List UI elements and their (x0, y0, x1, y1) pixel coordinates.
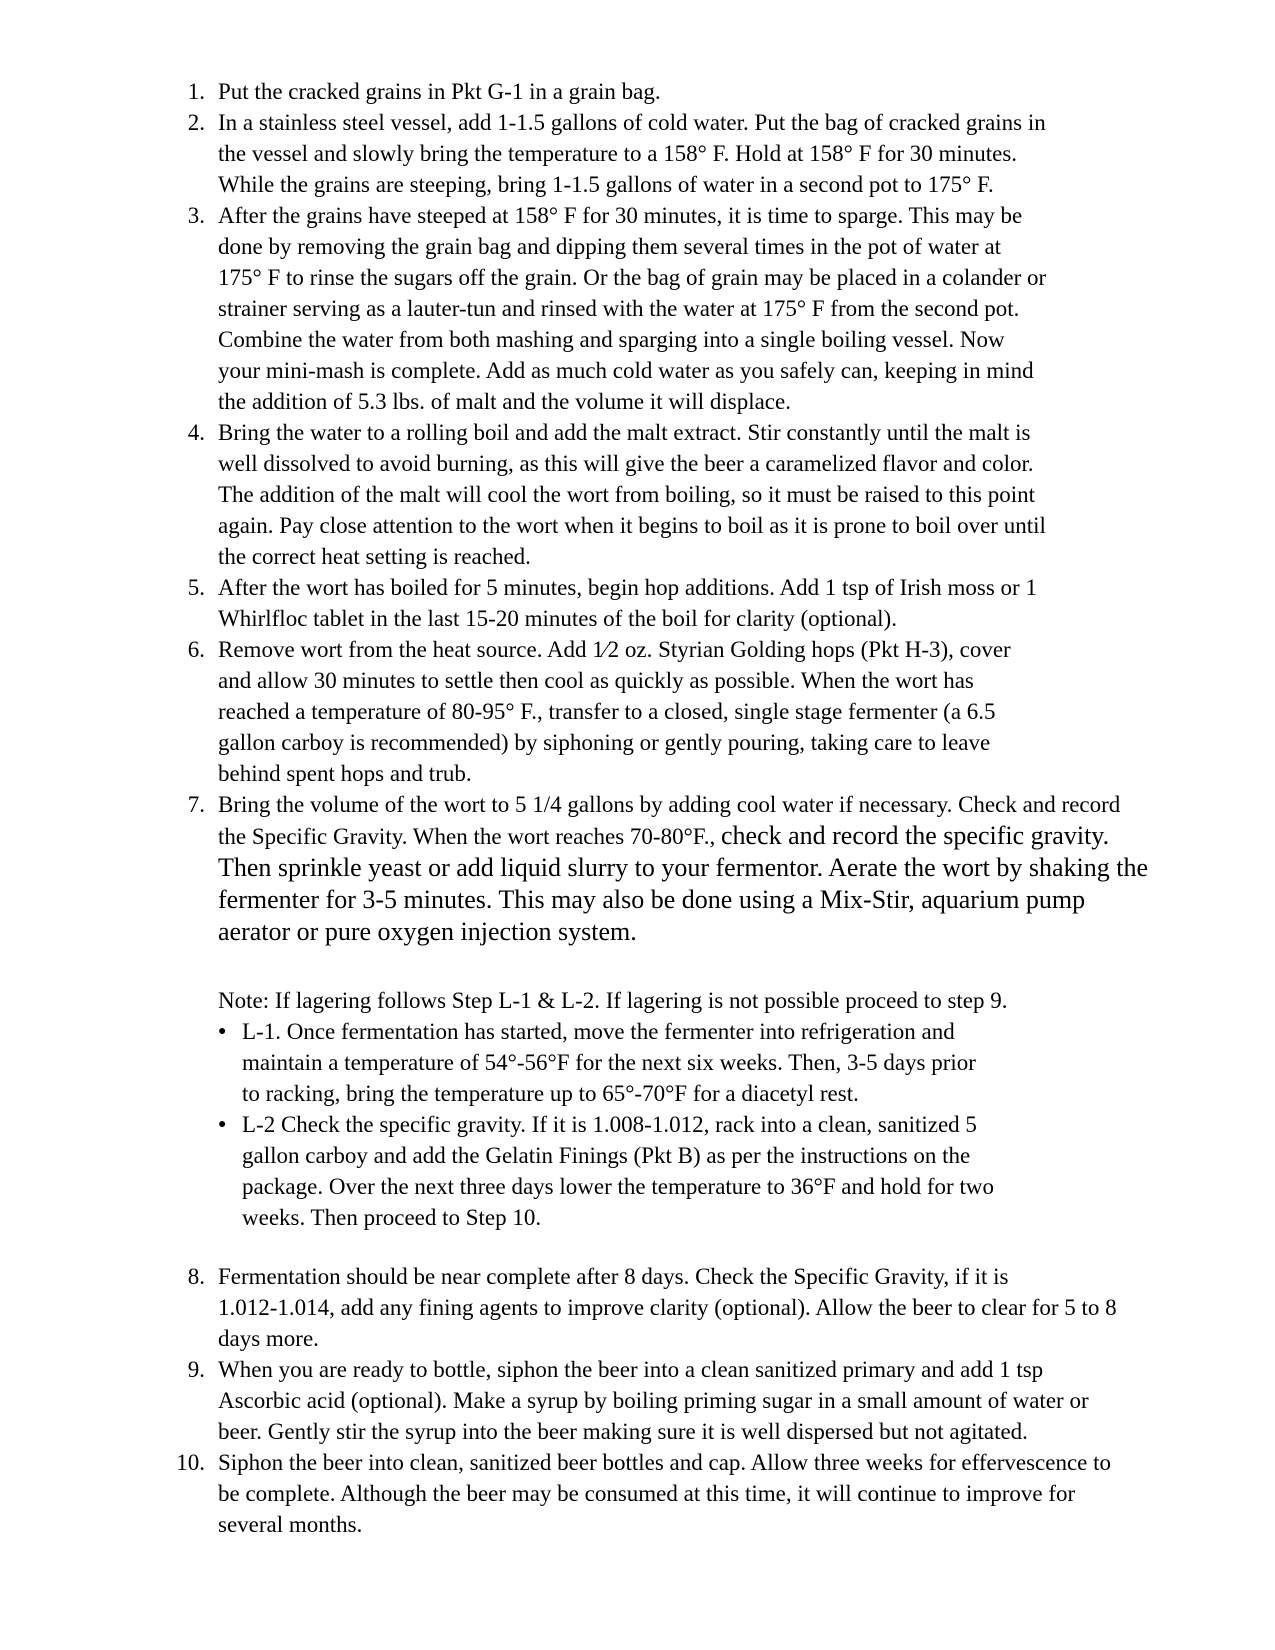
text-segment: 1.012-1.014, add any fining agents to improve clarity (optional). Allow the beer to clear for 5 to 8 (218, 1295, 1117, 1320)
item-number: 9. (187, 1357, 205, 1382)
text-segment: done by removing the grain bag and dipping them several times in the pot of water at (218, 234, 1002, 259)
text-line (242, 1171, 1125, 1202)
text-segment: days more. (218, 1326, 319, 1351)
item-number: 2. (187, 110, 205, 135)
item-number: 6. (187, 637, 205, 662)
text-line (218, 541, 1125, 572)
text-segment: Whirlfloc tablet in the last 15-20 minutes of the boil for clarity (optional). (218, 606, 897, 631)
text-segment: Bring the volume of the wort to 5 1/4 gallons by adding cool water if necessary. Check and record (218, 792, 1121, 817)
text-segment: 175° F to rinse the sugars off the grain. Or the bag of grain may be placed in a colander or (218, 265, 1047, 290)
text-line (218, 1385, 1125, 1416)
list-item-5 (170, 572, 1125, 634)
text-line (218, 479, 1125, 510)
text-segment: your mini-mash is complete. Add as much cold water as you safely can, keeping in mind (218, 358, 1034, 383)
text-segment: Ascorbic acid (optional). Make a syrup by boiling priming sugar in a small amount of water or (218, 1388, 1089, 1413)
text-line (218, 603, 1125, 634)
text-segment: well dissolved to avoid burning, as this will give the beer a caramelized flavor and color. (218, 451, 1034, 476)
item-text (218, 107, 1125, 200)
text-segment: Remove wort from the heat source. Add 1⁄2 oz. Styrian Golding hops (Pkt H-3), cover (218, 637, 1011, 662)
text-line (218, 985, 1125, 1016)
text-segment: maintain a temperature of 54°-56°F for the next six weeks. Then, 3-5 days prior (242, 1050, 976, 1075)
text-segment: again. Pay close attention to the wort when it begins to boil as it is prone to boil over until (218, 513, 1046, 538)
text-line (218, 386, 1125, 417)
text-line (242, 1109, 1125, 1140)
item-text (218, 1261, 1125, 1354)
text-line (218, 1323, 1125, 1354)
text-segment: L-2 Check the specific gravity. If it is 1.008-1.012, rack into a clean, sanitized 5 (242, 1112, 977, 1137)
list-item-6 (170, 634, 1125, 789)
item-number: 8. (187, 1264, 205, 1289)
item-text (218, 789, 1148, 948)
text-line (218, 417, 1125, 448)
vertical-spacer (170, 948, 1125, 985)
text-segment: Bring the water to a rolling boil and add the malt extract. Stir constantly until the malt is (218, 420, 1031, 445)
bullet-item (170, 1109, 1125, 1233)
lagering-note (170, 985, 1125, 1016)
item-text (218, 76, 1125, 107)
item-text (218, 634, 1125, 789)
text-line (218, 1447, 1125, 1478)
text-line (218, 1261, 1125, 1292)
text-segment: gallon carboy and add the Gelatin Finings (Pkt B) as per the instructions on the (242, 1143, 971, 1168)
text-line (218, 634, 1125, 665)
text-line (218, 1354, 1125, 1385)
text-segment: be complete. Although the beer may be consumed at this time, it will continue to improve for (218, 1481, 1076, 1506)
item-text (218, 417, 1125, 572)
text-segment: the vessel and slowly bring the temperature to a 158° F. Hold at 158° F for 30 minutes. (218, 141, 1018, 166)
text-line (218, 696, 1125, 727)
text-line (218, 572, 1125, 603)
list-item-7 (170, 789, 1148, 948)
text-segment: Siphon the beer into clean, sanitized beer bottles and cap. Allow three weeks for effervescence to (218, 1450, 1112, 1475)
list-item-1 (170, 76, 1125, 107)
text-line (218, 789, 1125, 820)
text-line (218, 355, 1125, 386)
text-segment: beer. Gently stir the syrup into the beer making sure it is well dispersed but not agitated. (218, 1419, 1028, 1444)
text-segment: to racking, bring the temperature up to 65°-70°F for a diacetyl rest. (242, 1081, 859, 1106)
item-text (218, 1354, 1125, 1447)
item-number: 5. (187, 575, 205, 600)
text-line (242, 1202, 1125, 1233)
text-segment: L-1. Once fermentation has started, move the fermenter into refrigeration and (242, 1019, 955, 1044)
text-segment: When you are ready to bottle, siphon the beer into a clean sanitized primary and add 1 tsp (218, 1357, 1044, 1382)
item-number: 7. (187, 792, 205, 817)
text-segment: Then sprinkle yeast or add liquid slurry to your fermentor. Aerate the wort by shaking the (218, 853, 1148, 882)
text-segment: The addition of the malt will cool the wort from boiling, so it must be raised to this point (218, 482, 1036, 507)
text-line (218, 76, 1125, 107)
text-line (218, 820, 1125, 852)
bullet-item-text (242, 1016, 1125, 1109)
text-segment: strainer serving as a lauter-tun and rinsed with the water at 175° F from the second pot. (218, 296, 1020, 321)
item-text (218, 1447, 1125, 1540)
text-line (242, 1078, 1125, 1109)
text-segment: weeks. Then proceed to Step 10. (242, 1205, 542, 1230)
item-number: 1. (187, 79, 205, 104)
text-segment: behind spent hops and trub. (218, 761, 472, 786)
text-segment: Combine the water from both mashing and sparging into a single boiling vessel. Now (218, 327, 1005, 352)
instructions-list (170, 76, 1148, 1540)
text-segment: check and record the specific gravity. (720, 821, 1110, 850)
bullet-icon: ● (218, 1117, 227, 1132)
list-item-9 (170, 1354, 1125, 1447)
text-line (218, 138, 1125, 169)
item-text (218, 200, 1125, 417)
text-segment: Fermentation should be near complete after 8 days. Check the Specific Gravity, if it is (218, 1264, 1009, 1289)
text-segment: the Specific Gravity. When the wort reaches 70-80°F., (218, 824, 721, 849)
text-segment: While the grains are steeping, bring 1-1.5 gallons of water in a second pot to 175° F. (218, 172, 994, 197)
text-line (218, 324, 1125, 355)
text-segment: several months. (218, 1512, 363, 1537)
item-number: 3. (187, 203, 205, 228)
text-segment: After the wort has boiled for 5 minutes, begin hop additions. Add 1 tsp of Irish moss or 1 (218, 575, 1037, 600)
text-segment: fermenter for 3-5 minutes. This may also be done using a Mix-Stir, aquarium pump (218, 885, 1086, 914)
text-line (218, 169, 1125, 200)
text-line (218, 1509, 1125, 1540)
text-segment: Put the cracked grains in Pkt G-1 in a grain bag. (218, 79, 661, 104)
item-number: 4. (187, 420, 205, 445)
text-line (218, 448, 1125, 479)
bullet-item-text (242, 1109, 1125, 1233)
text-segment: and allow 30 minutes to settle then cool as quickly as possible. When the wort has (218, 668, 974, 693)
item-text (218, 572, 1125, 634)
text-line (218, 665, 1125, 696)
text-line (218, 1478, 1125, 1509)
bullet-item (170, 1016, 1125, 1109)
text-line (242, 1140, 1125, 1171)
text-segment: package. Over the next three days lower the temperature to 36°F and hold for two (242, 1174, 994, 1199)
text-line (218, 293, 1125, 324)
text-segment: gallon carboy is recommended) by siphoning or gently pouring, taking care to leave (218, 730, 991, 755)
text-line (218, 510, 1125, 541)
list-item-2 (170, 107, 1125, 200)
text-line (242, 1047, 1125, 1078)
list-item-8 (170, 1261, 1125, 1354)
text-line (218, 262, 1125, 293)
text-line (218, 727, 1125, 758)
text-line (218, 1416, 1125, 1447)
item-number: 10. (176, 1450, 205, 1475)
text-line (242, 1016, 1125, 1047)
vertical-spacer (170, 1233, 1125, 1261)
text-line (218, 231, 1125, 262)
bullet-icon: ● (218, 1024, 227, 1039)
text-line (218, 884, 1125, 916)
text-line (218, 916, 1125, 948)
text-segment: reached a temperature of 80-95° F., transfer to a closed, single stage fermenter (a 6.5 (218, 699, 996, 724)
text-segment: the addition of 5.3 lbs. of malt and the volume it will displace. (218, 389, 791, 414)
list-item-4 (170, 417, 1125, 572)
text-line (218, 1292, 1125, 1323)
text-line (218, 852, 1148, 884)
text-line (218, 758, 1125, 789)
text-segment: aerator or pure oxygen injection system. (218, 917, 637, 946)
text-segment: Note: If lagering follows Step L-1 & L-2. If lagering is not possible proceed to step 9. (218, 988, 1008, 1013)
text-line (218, 107, 1125, 138)
list-item-10 (170, 1447, 1125, 1540)
text-segment: the correct heat setting is reached. (218, 544, 531, 569)
text-segment: After the grains have steeped at 158° F for 30 minutes, it is time to sparge. This may be (218, 203, 1023, 228)
list-item-3 (170, 200, 1125, 417)
text-line (218, 200, 1125, 231)
text-segment: In a stainless steel vessel, add 1-1.5 gallons of cold water. Put the bag of cracked grains in (218, 110, 1046, 135)
